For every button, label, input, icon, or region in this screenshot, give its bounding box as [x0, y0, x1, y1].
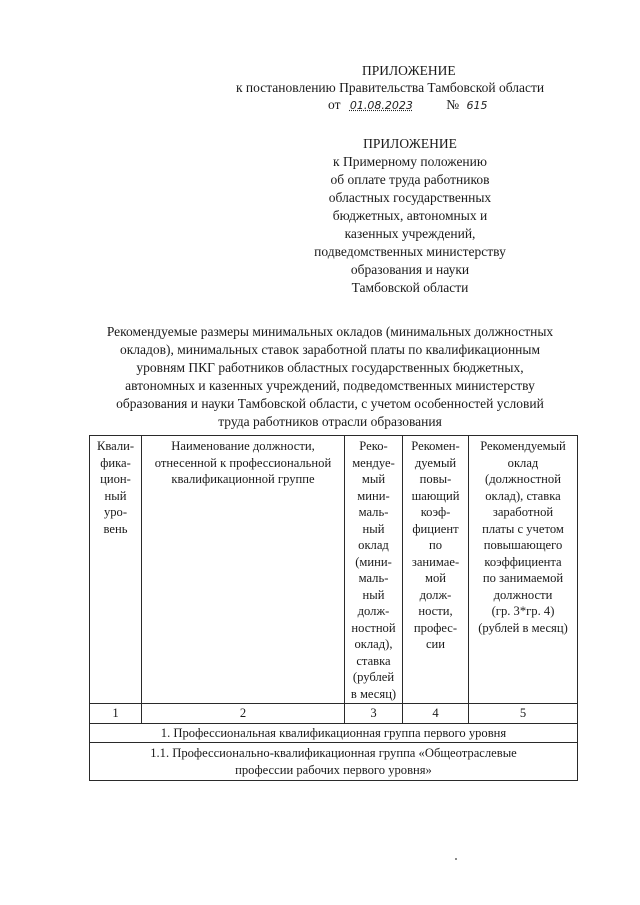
- header-line: оклад),: [354, 637, 393, 651]
- header-line: оклад: [358, 538, 389, 552]
- header-line: фициент: [412, 521, 459, 536]
- header-min-salary: [345, 436, 403, 704]
- header-coefficient: [403, 436, 469, 704]
- appendix1-title: ПРИЛОЖЕНИЕ: [362, 63, 456, 78]
- heading-line: уровням ПКГ работников областных государственных бюджетных,: [136, 360, 524, 375]
- header-line: Реко-: [359, 439, 388, 453]
- header-line: ставка: [356, 653, 391, 668]
- header-line: по: [428, 538, 443, 552]
- header-line: Рекомен-: [411, 439, 460, 453]
- appendix1-date-line: [328, 96, 487, 115]
- section-1-1-title: [90, 743, 578, 781]
- subsection-row: [90, 743, 578, 781]
- header-line: мендуе-: [352, 455, 395, 470]
- column-number: 3: [345, 704, 403, 724]
- header-line: квалификационной группе: [171, 472, 315, 486]
- appendix2-line: казенных учреждений,: [344, 226, 476, 241]
- header-line: шающий: [411, 488, 460, 503]
- header-line: по занимаемой: [482, 571, 564, 585]
- header-line: ности,: [418, 604, 453, 618]
- number-prefix: №: [446, 97, 460, 112]
- column-number: 4: [403, 704, 469, 724]
- header-line: (гр. 3*гр. 4): [491, 604, 555, 618]
- header-line: должности: [493, 587, 553, 602]
- header-line: фика-: [100, 455, 131, 470]
- appendix2-title: ПРИЛОЖЕНИЕ: [363, 136, 457, 151]
- appendix2-line: Тамбовской области: [351, 280, 469, 295]
- appendix2-line: подведомственных министерству: [314, 244, 506, 259]
- header-line: повы-: [419, 472, 452, 486]
- header-line: коэффициента: [484, 554, 562, 569]
- salary-table: [89, 435, 578, 781]
- header-position-name: [142, 436, 345, 704]
- header-line: Рекомендуемый: [480, 439, 566, 453]
- header-line: ный: [362, 587, 385, 602]
- header-line: (мини-: [355, 554, 392, 569]
- header-line: цион-: [100, 472, 131, 486]
- header-line: в месяц): [350, 686, 397, 701]
- header-line: (рублей: [352, 670, 395, 684]
- section-row: [90, 723, 578, 743]
- document-heading: [70, 323, 590, 431]
- header-line: профес-: [413, 620, 458, 635]
- header-line: платы с учетом: [482, 521, 564, 536]
- header-line: повышающего: [483, 538, 563, 552]
- subsection-line: 1.1. Профессионально-квалификационная группа «Общеотраслевые: [150, 746, 517, 760]
- header-line: оклад), ставка: [485, 488, 561, 503]
- header-line: ный: [104, 488, 127, 503]
- section-1-title: 1. Профессиональная квалификационная группа первого уровня: [90, 723, 578, 743]
- heading-line: окладов), минимальных ставок заработной платы по квалификационным: [119, 342, 541, 357]
- header-line: Квали-: [96, 439, 135, 453]
- date-value-handwritten: 01.08.2023: [349, 99, 413, 112]
- number-value-handwritten: 615: [466, 99, 488, 112]
- header-line: долж-: [357, 604, 390, 618]
- heading-line: труда работников отрасли образования: [218, 414, 442, 429]
- appendix2-line: образования и науки: [350, 262, 470, 277]
- header-line: заработной: [492, 505, 554, 519]
- header-line: занимае-: [411, 554, 460, 569]
- heading-line: Рекомендуемые размеры минимальных окладов (минимальных должностных: [106, 324, 554, 339]
- table-header-row: [90, 436, 578, 704]
- header-line: маль-: [358, 571, 389, 585]
- appendix2-line: к Примерному положению: [333, 154, 487, 169]
- heading-line: образования и науки Тамбовской области, с учетом особенностей условий: [116, 396, 544, 411]
- header-line: уро-: [103, 505, 128, 519]
- header-line: ностной: [351, 620, 396, 635]
- appendix2-line: об оплате труда работников: [330, 172, 490, 187]
- heading-line: автономных и казенных учреждений, подведомственных министерству: [125, 378, 535, 393]
- header-line: мой: [424, 571, 446, 585]
- appendix2-line: областных государственных: [328, 190, 492, 205]
- date-prefix: от: [328, 97, 341, 112]
- column-number: 5: [469, 704, 578, 724]
- header-line: ный: [362, 521, 385, 536]
- appendix2-block: [300, 135, 520, 297]
- header-line: отнесенной к профессиональной: [154, 455, 332, 470]
- header-qualification-level: [90, 436, 142, 704]
- header-line: мини-: [357, 488, 390, 503]
- appendix2-line: бюджетных, автономных и: [332, 208, 488, 223]
- header-recommended-salary: [469, 436, 578, 704]
- header-line: мый: [361, 472, 386, 486]
- column-number-row: [90, 704, 578, 724]
- header-line: маль-: [358, 505, 389, 519]
- header-line: долж-: [419, 587, 452, 602]
- header-line: оклад: [507, 455, 539, 470]
- header-line: Наименование должности,: [171, 439, 315, 453]
- header-line: (рублей в месяц): [478, 620, 568, 635]
- scan-speck: [455, 858, 457, 860]
- header-line: вень: [103, 521, 128, 536]
- column-number: 2: [142, 704, 345, 724]
- appendix1-decree-line: к постановлению Правительства Тамбовской области: [236, 80, 545, 95]
- header-line: сии: [425, 637, 446, 651]
- column-number: 1: [90, 704, 142, 724]
- header-line: дуемый: [414, 455, 457, 470]
- header-line: коэф-: [420, 505, 451, 519]
- subsection-line: профессии рабочих первого уровня»: [235, 762, 432, 777]
- header-line: (должностной: [485, 472, 561, 486]
